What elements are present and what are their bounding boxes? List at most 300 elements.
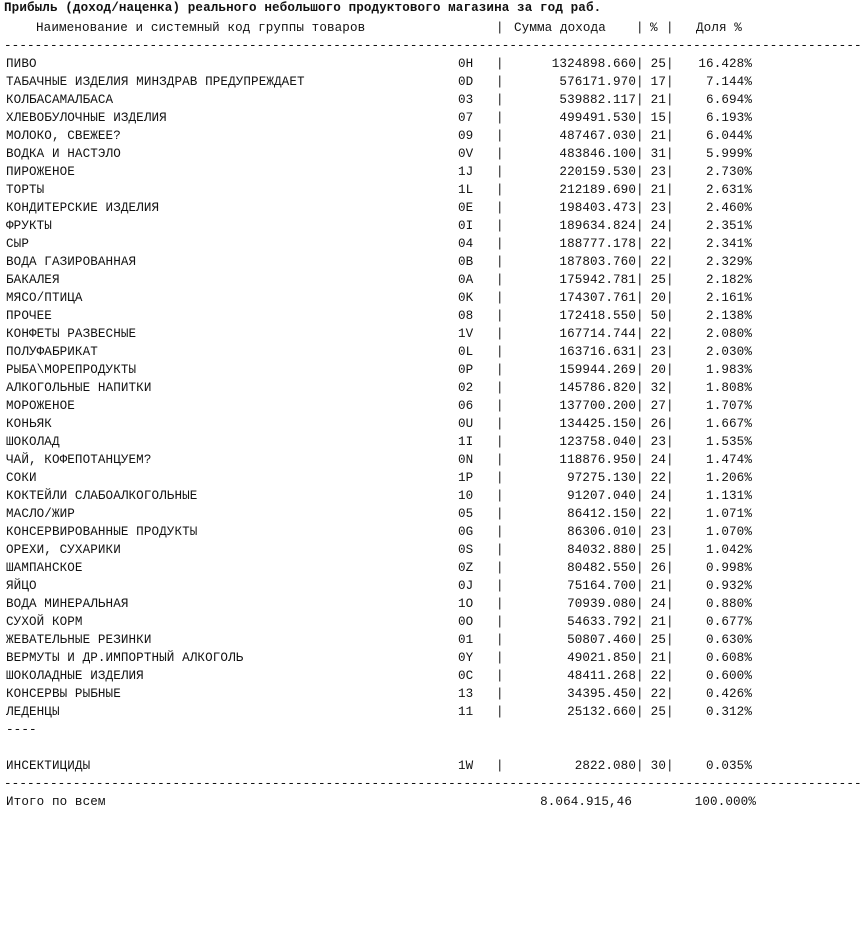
table-row xyxy=(0,145,760,163)
column-divider: | xyxy=(636,75,644,89)
row-pct: 26 xyxy=(650,561,666,575)
column-divider: | xyxy=(496,489,504,503)
row-name: МАСЛО/ЖИР xyxy=(6,507,75,521)
table-row xyxy=(0,199,760,217)
row-sum: 84032.880 xyxy=(567,543,636,557)
row-share: 2.351% xyxy=(706,219,752,233)
row-code: 0D xyxy=(458,75,474,89)
column-divider: | xyxy=(666,579,674,593)
table-row xyxy=(0,415,760,433)
header-sum: Сумма дохода xyxy=(514,21,606,35)
table-row xyxy=(0,487,760,505)
row-pct: 21 xyxy=(650,579,666,593)
column-divider: | xyxy=(636,273,644,287)
column-divider: | xyxy=(496,417,504,431)
row-code: 03 xyxy=(458,93,474,107)
row-code: 1P xyxy=(458,471,474,485)
column-divider: | xyxy=(636,219,644,233)
row-share: 6.044% xyxy=(706,129,752,143)
column-divider: | xyxy=(666,255,674,269)
column-divider: | xyxy=(496,435,504,449)
table-row xyxy=(0,289,760,307)
row-pct: 21 xyxy=(650,93,666,107)
table-row xyxy=(0,577,760,595)
table-row xyxy=(0,541,760,559)
column-divider: | xyxy=(496,561,504,575)
row-code: 0E xyxy=(458,201,474,215)
row-name: ЛЕДЕНЦЫ xyxy=(6,705,60,719)
table-row xyxy=(0,127,760,145)
row-code: 1W xyxy=(458,759,474,773)
column-divider: | xyxy=(496,615,504,629)
header-separator: ---------------------------------------------------------------------------------------------------------------- xyxy=(4,39,862,53)
row-sum: 212189.690 xyxy=(559,183,636,197)
column-divider: | xyxy=(636,489,644,503)
row-share: 1.667% xyxy=(706,417,752,431)
row-sum: 499491.530 xyxy=(559,111,636,125)
column-divider: | xyxy=(636,669,644,683)
row-share: 0.630% xyxy=(706,633,752,647)
row-name: КОКТЕЙЛИ СЛАБОАЛКОГОЛЬНЫЕ xyxy=(6,489,198,503)
row-share: 1.071% xyxy=(706,507,752,521)
row-share: 0.677% xyxy=(706,615,752,629)
row-name: КОНДИТЕРСКИЕ ИЗДЕЛИЯ xyxy=(6,201,160,215)
row-share: 2.460% xyxy=(706,201,752,215)
column-divider: | xyxy=(496,687,504,701)
row-code: 0L xyxy=(458,345,474,359)
row-pct: 32 xyxy=(650,381,666,395)
column-divider: | xyxy=(636,579,644,593)
row-code: 11 xyxy=(458,705,474,719)
row-share: 2.341% xyxy=(706,237,752,251)
total-label: Итого по всем xyxy=(6,795,106,809)
table-row xyxy=(0,163,760,181)
table-row xyxy=(0,217,760,235)
row-pct: 24 xyxy=(650,597,666,611)
row-name: БАКАЛЕЯ xyxy=(6,273,60,287)
table-row xyxy=(0,397,760,415)
column-divider: | xyxy=(636,129,644,143)
row-share: 1.474% xyxy=(706,453,752,467)
row-pct: 25 xyxy=(650,273,666,287)
row-share: 1.535% xyxy=(706,435,752,449)
column-divider: | xyxy=(666,543,674,557)
row-pct: 22 xyxy=(650,471,666,485)
row-name: ВЕРМУТЫ И ДР.ИМПОРТНЫЙ АЛКОГОЛЬ xyxy=(6,651,244,665)
table-row xyxy=(0,361,760,379)
column-divider: | xyxy=(496,201,504,215)
column-divider: | xyxy=(666,399,674,413)
column-divider: | xyxy=(496,165,504,179)
header-name: Наименование и системный код группы товаров xyxy=(36,21,366,35)
row-share: 2.030% xyxy=(706,345,752,359)
row-code: 0B xyxy=(458,255,474,269)
column-divider: | xyxy=(496,93,504,107)
column-divider: | xyxy=(496,525,504,539)
row-share: 1.707% xyxy=(706,399,752,413)
column-divider: | xyxy=(496,309,504,323)
row-share: 2.161% xyxy=(706,291,752,305)
column-divider: | xyxy=(666,57,674,71)
column-divider: | xyxy=(666,147,674,161)
table-row xyxy=(0,523,760,541)
table-row xyxy=(0,235,760,253)
row-sum: 86412.150 xyxy=(567,507,636,521)
row-sum: 487467.030 xyxy=(559,129,636,143)
column-divider: | xyxy=(636,291,644,305)
row-name: МОЛОКО, СВЕЖЕЕ? xyxy=(6,129,121,143)
table-row xyxy=(0,343,760,361)
row-sum: 483846.100 xyxy=(559,147,636,161)
row-code: 04 xyxy=(458,237,474,251)
column-divider: | xyxy=(666,669,674,683)
row-sum: 174307.761 xyxy=(559,291,636,305)
column-divider: | xyxy=(496,183,504,197)
table-row xyxy=(0,109,760,127)
row-sum: 97275.130 xyxy=(567,471,636,485)
column-divider: | xyxy=(496,399,504,413)
column-divider: | xyxy=(666,201,674,215)
row-sum: 25132.660 xyxy=(567,705,636,719)
column-divider: | xyxy=(496,57,504,71)
table-row xyxy=(0,181,760,199)
row-sum: 189634.824 xyxy=(559,219,636,233)
row-sum: 91207.040 xyxy=(567,489,636,503)
column-divider: | xyxy=(666,129,674,143)
row-name: ЯЙЦО xyxy=(6,579,37,593)
row-code: 0N xyxy=(458,453,474,467)
row-name: ШОКОЛАД xyxy=(6,435,60,449)
row-code: 02 xyxy=(458,381,474,395)
row-code: 0C xyxy=(458,669,474,683)
row-pct: 22 xyxy=(650,237,666,251)
column-divider: | xyxy=(666,489,674,503)
row-pct: 22 xyxy=(650,687,666,701)
row-share: 2.138% xyxy=(706,309,752,323)
row-sum: 34395.450 xyxy=(567,687,636,701)
column-divider: | xyxy=(666,759,674,773)
column-divider: | xyxy=(636,507,644,521)
column-divider: | xyxy=(496,291,504,305)
column-divider: | xyxy=(666,219,674,233)
row-name: АЛКОГОЛЬНЫЕ НАПИТКИ xyxy=(6,381,152,395)
row-pct: 21 xyxy=(650,651,666,665)
row-code: 0A xyxy=(458,273,474,287)
row-sum: 172418.550 xyxy=(559,309,636,323)
report-title: Прибыль (доход/наценка) реального небольшого продуктового магазина за год раб. xyxy=(4,1,602,15)
row-pct: 23 xyxy=(650,345,666,359)
row-pct: 50 xyxy=(650,309,666,323)
row-share: 0.035% xyxy=(706,759,752,773)
column-divider: | xyxy=(666,237,674,251)
table-row xyxy=(0,379,760,397)
row-code: 0Z xyxy=(458,561,474,575)
column-divider: | xyxy=(496,75,504,89)
column-divider: | xyxy=(496,21,504,35)
column-divider: | xyxy=(636,435,644,449)
column-divider: | xyxy=(496,273,504,287)
column-divider: | xyxy=(636,93,644,107)
column-divider: | xyxy=(496,255,504,269)
row-sum: 539882.117 xyxy=(559,93,636,107)
row-code: 0K xyxy=(458,291,474,305)
row-pct: 22 xyxy=(650,669,666,683)
row-share: 0.600% xyxy=(706,669,752,683)
row-code: 0P xyxy=(458,363,474,377)
column-divider: | xyxy=(636,705,644,719)
table-row xyxy=(0,271,760,289)
table-row xyxy=(0,73,760,91)
row-name: ШОКОЛАДНЫЕ ИЗДЕЛИЯ xyxy=(6,669,144,683)
row-code: 0H xyxy=(458,57,474,71)
row-share: 0.880% xyxy=(706,597,752,611)
row-share: 1.131% xyxy=(706,489,752,503)
table-row xyxy=(0,757,760,775)
column-divider: | xyxy=(496,507,504,521)
total-share: 100.000% xyxy=(694,795,756,809)
row-name: ОРЕХИ, СУХАРИКИ xyxy=(6,543,121,557)
column-divider: | xyxy=(666,507,674,521)
row-name: ВОДА ГАЗИРОВАННАЯ xyxy=(6,255,137,269)
column-divider: | xyxy=(666,345,674,359)
column-divider: | xyxy=(666,75,674,89)
header-pct: % xyxy=(650,21,658,35)
row-name: КОНЬЯК xyxy=(6,417,52,431)
row-name: КОНСЕРВЫ РЫБНЫЕ xyxy=(6,687,121,701)
table-row xyxy=(0,505,760,523)
column-divider: | xyxy=(636,345,644,359)
row-sum: 54633.792 xyxy=(567,615,636,629)
row-share: 16.428% xyxy=(698,57,752,71)
column-divider: | xyxy=(636,417,644,431)
row-name: ПИВО xyxy=(6,57,37,71)
table-row xyxy=(0,307,760,325)
row-name: ВОДА МИНЕРАЛЬНАЯ xyxy=(6,597,129,611)
row-sum: 220159.530 xyxy=(559,165,636,179)
column-divider: | xyxy=(666,309,674,323)
row-pct: 21 xyxy=(650,183,666,197)
row-share: 2.080% xyxy=(706,327,752,341)
row-code: 09 xyxy=(458,129,474,143)
table-row xyxy=(0,559,760,577)
total-sum: 8.064.915,46 xyxy=(540,795,632,809)
row-sum: 49021.850 xyxy=(567,651,636,665)
row-sum: 187803.760 xyxy=(559,255,636,269)
row-sum: 75164.700 xyxy=(567,579,636,593)
row-pct: 15 xyxy=(650,111,666,125)
row-pct: 24 xyxy=(650,219,666,233)
row-sum: 137700.200 xyxy=(559,399,636,413)
column-divider: | xyxy=(496,129,504,143)
row-share: 6.694% xyxy=(706,93,752,107)
row-pct: 20 xyxy=(650,291,666,305)
table-row xyxy=(0,253,760,271)
row-share: 5.999% xyxy=(706,147,752,161)
row-code: 0Y xyxy=(458,651,474,665)
footer-separator: ---------------------------------------------------------------------------------------------------------------- xyxy=(4,777,862,791)
row-pct: 31 xyxy=(650,147,666,161)
row-name: ТОРТЫ xyxy=(6,183,45,197)
column-divider: | xyxy=(496,219,504,233)
column-divider: | xyxy=(636,255,644,269)
column-divider: | xyxy=(636,237,644,251)
table-row xyxy=(0,685,760,703)
row-sum: 163716.631 xyxy=(559,345,636,359)
row-share: 6.193% xyxy=(706,111,752,125)
column-divider: | xyxy=(666,21,674,35)
column-divider: | xyxy=(666,633,674,647)
row-code: 0I xyxy=(458,219,474,233)
row-pct: 22 xyxy=(650,327,666,341)
row-name: РЫБА\МОРЕПРОДУКТЫ xyxy=(6,363,137,377)
column-divider: | xyxy=(636,165,644,179)
row-name: ШАМПАНСКОЕ xyxy=(6,561,83,575)
column-divider: | xyxy=(496,381,504,395)
row-name: ФРУКТЫ xyxy=(6,219,52,233)
column-divider: | xyxy=(666,651,674,665)
row-sum: 198403.473 xyxy=(559,201,636,215)
row-pct: 23 xyxy=(650,435,666,449)
row-share: 1.206% xyxy=(706,471,752,485)
row-share: 0.998% xyxy=(706,561,752,575)
column-divider: | xyxy=(666,615,674,629)
column-divider: | xyxy=(636,363,644,377)
column-divider: | xyxy=(636,651,644,665)
column-divider: | xyxy=(496,651,504,665)
column-divider: | xyxy=(666,291,674,305)
row-pct: 22 xyxy=(650,255,666,269)
row-sum: 1324898.660 xyxy=(551,57,636,71)
column-divider: | xyxy=(496,471,504,485)
row-pct: 17 xyxy=(650,75,666,89)
row-share: 2.730% xyxy=(706,165,752,179)
column-divider: | xyxy=(496,759,504,773)
short-separator: ---- xyxy=(6,723,37,737)
row-sum: 188777.178 xyxy=(559,237,636,251)
row-sum: 86306.010 xyxy=(567,525,636,539)
row-share: 0.608% xyxy=(706,651,752,665)
row-sum: 576171.970 xyxy=(559,75,636,89)
column-divider: | xyxy=(636,201,644,215)
column-divider: | xyxy=(636,147,644,161)
row-share: 1.070% xyxy=(706,525,752,539)
column-divider: | xyxy=(496,669,504,683)
table-row xyxy=(0,91,760,109)
row-sum: 70939.080 xyxy=(567,597,636,611)
column-divider: | xyxy=(636,597,644,611)
column-divider: | xyxy=(636,543,644,557)
row-name: ВОДКА И НАСТЭЛО xyxy=(6,147,121,161)
row-sum: 50807.460 xyxy=(567,633,636,647)
column-divider: | xyxy=(496,111,504,125)
table-row xyxy=(0,595,760,613)
column-divider: | xyxy=(636,759,644,773)
row-sum: 134425.150 xyxy=(559,417,636,431)
row-code: 0V xyxy=(458,147,474,161)
row-pct: 21 xyxy=(650,615,666,629)
column-divider: | xyxy=(666,471,674,485)
row-share: 7.144% xyxy=(706,75,752,89)
row-code: 1L xyxy=(458,183,474,197)
row-name: КОНФЕТЫ РАЗВЕСНЫЕ xyxy=(6,327,137,341)
column-divider: | xyxy=(496,453,504,467)
column-divider: | xyxy=(666,381,674,395)
row-code: 0S xyxy=(458,543,474,557)
column-divider: | xyxy=(636,327,644,341)
row-name: ПОЛУФАБРИКАТ xyxy=(6,345,98,359)
column-divider: | xyxy=(666,435,674,449)
row-pct: 25 xyxy=(650,705,666,719)
column-divider: | xyxy=(636,687,644,701)
column-divider: | xyxy=(496,237,504,251)
row-code: 05 xyxy=(458,507,474,521)
column-divider: | xyxy=(666,327,674,341)
row-name: МОРОЖЕНОЕ xyxy=(6,399,75,413)
table-row xyxy=(0,55,760,73)
row-code: 06 xyxy=(458,399,474,413)
row-share: 1.983% xyxy=(706,363,752,377)
row-code: 13 xyxy=(458,687,474,701)
column-divider: | xyxy=(636,453,644,467)
row-pct: 24 xyxy=(650,489,666,503)
column-divider: | xyxy=(666,165,674,179)
row-pct: 23 xyxy=(650,201,666,215)
table-row xyxy=(0,451,760,469)
row-sum: 175942.781 xyxy=(559,273,636,287)
column-divider: | xyxy=(666,453,674,467)
column-divider: | xyxy=(496,147,504,161)
row-code: 10 xyxy=(458,489,474,503)
table-row xyxy=(0,667,760,685)
column-header xyxy=(0,19,760,37)
row-share: 0.312% xyxy=(706,705,752,719)
row-sum: 159944.269 xyxy=(559,363,636,377)
column-divider: | xyxy=(636,309,644,323)
column-divider: | xyxy=(666,363,674,377)
column-divider: | xyxy=(636,525,644,539)
row-share: 0.932% xyxy=(706,579,752,593)
row-sum: 123758.040 xyxy=(559,435,636,449)
column-divider: | xyxy=(666,273,674,287)
row-pct: 25 xyxy=(650,543,666,557)
column-divider: | xyxy=(496,597,504,611)
row-name: СУХОЙ КОРМ xyxy=(6,615,83,629)
row-code: 01 xyxy=(458,633,474,647)
column-divider: | xyxy=(496,579,504,593)
table-row xyxy=(0,325,760,343)
row-name: ПИРОЖЕНОЕ xyxy=(6,165,75,179)
column-divider: | xyxy=(636,21,644,35)
column-divider: | xyxy=(496,327,504,341)
row-code: 07 xyxy=(458,111,474,125)
header-share: Доля % xyxy=(696,21,742,35)
row-sum: 167714.744 xyxy=(559,327,636,341)
table-row xyxy=(0,433,760,451)
column-divider: | xyxy=(636,633,644,647)
column-divider: | xyxy=(496,363,504,377)
row-code: 0J xyxy=(458,579,474,593)
row-pct: 25 xyxy=(650,633,666,647)
row-code: 1J xyxy=(458,165,474,179)
column-divider: | xyxy=(666,705,674,719)
column-divider: | xyxy=(636,111,644,125)
row-name: ХЛЕВОБУЛОЧНЫЕ ИЗДЕЛИЯ xyxy=(6,111,167,125)
column-divider: | xyxy=(636,615,644,629)
row-sum: 80482.550 xyxy=(567,561,636,575)
row-pct: 22 xyxy=(650,507,666,521)
row-code: 0O xyxy=(458,615,474,629)
row-pct: 20 xyxy=(650,363,666,377)
